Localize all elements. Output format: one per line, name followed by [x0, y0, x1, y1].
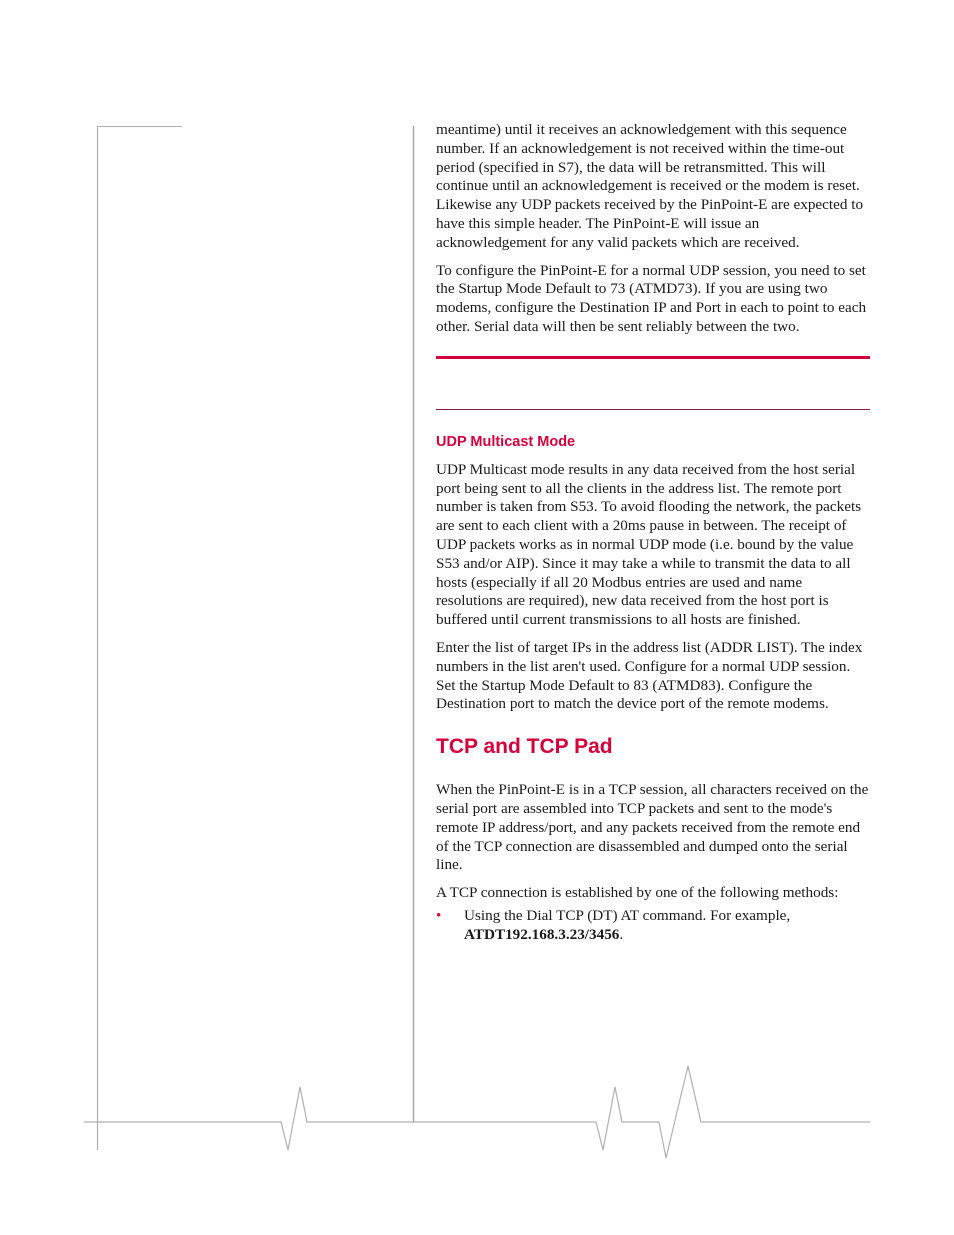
list-item	[436, 907, 870, 945]
udp-config-paragraph: To configure the PinPoint-E for a normal UDP session, you need to set the Startup Mode Default to 73 (ATMD73). If you are using two modems, configure the Destination IP and Port in each to point to each other. Serial data will then be sent reliably between the two.	[436, 261, 867, 335]
bullet-text: Using the Dial TCP (DT) AT command. For example,	[464, 906, 791, 924]
bullet-icon: •	[436, 906, 442, 924]
tcp-paragraph-1: When the PinPoint-E is in a TCP session, all characters received on the serial port are assembled into TCP packets and sent to the mode's remote IP address/port, and any packets received from the remote end of the TCP connection are disassembled and dumped onto the serial line.	[436, 781, 869, 874]
section-divider-thick	[436, 356, 870, 359]
udp-ack-paragraph: meantime) until it receives an acknowledgement with this sequence number. If an acknowledgement is not received within the time-out period (specified in S7), the data will be retransmitted. This will continue until an acknowledgement is received or the modem is reset. Likewise any UDP packets received by the PinPoint-E are expected to have this simple header. The PinPoint-E will issue an acknowledgement for any valid packets which are received.	[436, 121, 864, 251]
udp-multicast-paragraph-2: Enter the list of target IPs in the address list (ADDR LIST). The index numbers in the list aren't used. Configure for a normal UDP session. Set the Startup Mode Default to 83 (ATMD83). Configure the Destination port to match the device port of the remote modems.	[436, 638, 863, 713]
udp-multicast-paragraph-1: UDP Multicast mode results in any data received from the host serial port being sent to all the clients in the address list. The remote port number is taken from S53. To avoid flooding the network, the packets are sent to each client with a 20ms pause in between. The receipt of UDP packets works as in normal UDP mode (i.e. bound by the value S53 and/or AIP). Since it may take a while to transmit the data to all hosts (especially if all 20 Modbus entries are used and name resolutions are required), new data received from the host port is buffered until current transmissions to all hosts are finished.	[436, 460, 862, 629]
bottom-signal-line	[84, 1066, 870, 1158]
tcp-paragraph-2: A TCP connection is established by one of the following methods:	[436, 884, 839, 902]
section-divider-thin	[436, 409, 870, 410]
bullet-period: .	[619, 925, 624, 943]
udp-multicast-heading: UDP Multicast Mode	[436, 433, 576, 450]
command-example: ATDT192.168.3.23/3456	[464, 925, 620, 943]
main-column	[436, 121, 870, 945]
tcp-heading: TCP and TCP Pad	[436, 735, 613, 759]
